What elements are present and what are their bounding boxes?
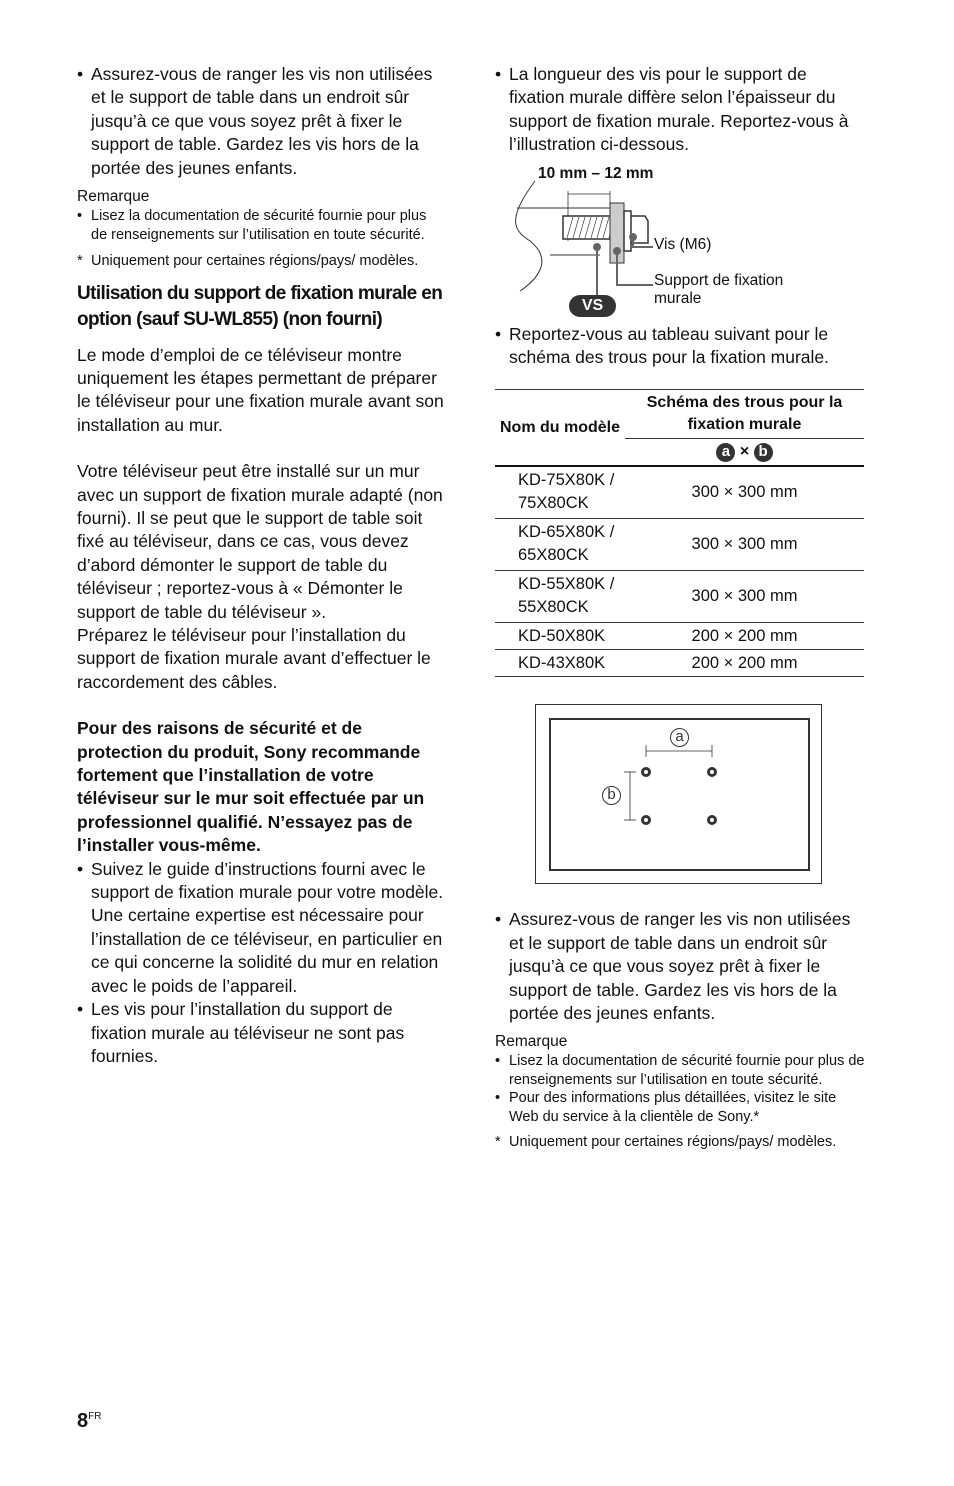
pattern-cell: 300 × 300 mm — [691, 587, 798, 606]
paragraph: Votre téléviseur peut être installé sur un mur avec un support de fixation murale adapté (non fourni). Il se peut que le support de table soit fixé au téléviseur, dans ce cas, vous devez d’abord démonter le support de table du téléviseur ; reportez-vous à « Démonter le support de table du téléviseur ». — [77, 461, 443, 622]
footnote: * Uniquement pour certaines régions/pays/ modèles. — [77, 252, 431, 271]
model-cell: KD-50X80K — [518, 627, 606, 646]
safety-warning: Pour des raisons de sécurité et de protection du produit, Sony recommande fortement que l’installation de votre téléviseur sur le mur soit effectuée par un professionnel qualifié. N’essayez pas de l’installer vous-même. — [77, 718, 425, 856]
page-number-value: 8 — [77, 1410, 89, 1432]
right-column — [495, 63, 865, 1152]
model-cell: KD-55X80K / 55X80CK — [518, 575, 615, 617]
pattern-cell: 200 × 200 mm — [691, 626, 798, 645]
hole-pattern-table — [495, 389, 865, 677]
paragraph: Le mode d’emploi de ce téléviseur montre uniquement les étapes permettant de préparer le téléviseur pour une fixation murale avant son installation au mur. — [77, 344, 444, 435]
pattern-cell: 200 × 200 mm — [691, 653, 798, 672]
page-number — [77, 1410, 101, 1433]
wall-pattern-diagram — [535, 704, 822, 884]
note-item: • Lisez la documentation de sécurité fournie pour plus de renseignements sur l’utilisation en toute sécurité. — [77, 207, 445, 244]
note-item: • Pour des informations plus détaillées, visitez le site Web du service à la clientèle de Sony.* — [495, 1089, 865, 1126]
note-item: • Lisez la documentation de sécurité fournie pour plus de renseignements sur l’utilisation en toute sécurité. — [495, 1052, 865, 1089]
bullet-item: • Reportez-vous au tableau suivant pour le schéma des trous pour la fixation murale. — [495, 323, 865, 370]
col-pattern: Schéma des trous pour la fixation murale — [625, 390, 864, 439]
note-title: Remarque — [495, 1033, 568, 1051]
section-heading: Utilisation du support de fixation murale en option (sauf SU-WL855) (non fourni) — [77, 282, 443, 330]
pattern-cell: 300 × 300 mm — [691, 535, 798, 554]
col-model: Nom du modèle — [499, 418, 620, 436]
language-code: FR — [88, 1411, 102, 1422]
label-b-icon: b — [602, 786, 621, 805]
label-a-icon: a — [670, 728, 689, 747]
times-sign: × — [739, 443, 750, 461]
table-row — [495, 623, 864, 650]
model-cell: KD-75X80K / 75X80CK — [518, 471, 615, 513]
table-row — [495, 466, 864, 519]
paragraph: Préparez le téléviseur pour l’installation du support de fixation murale avant d’effectuer le raccordement des câbles. — [77, 625, 431, 692]
bullet-item: • La longueur des vis pour le support de fixation murale diffère selon l’épaisseur du support de fixation murale. Reportez-vous à l’illustration ci-dessous. — [495, 63, 865, 157]
pattern-cell: 300 × 300 mm — [691, 483, 798, 502]
bracket-label: Support de fixation murale — [654, 271, 784, 307]
label-b-icon: b — [754, 443, 773, 462]
left-column — [77, 63, 445, 1068]
col-pattern-sub — [625, 439, 864, 467]
model-cell: KD-43X80K — [518, 654, 606, 673]
screw-label: Vis (M6) — [654, 235, 712, 253]
note-title: Remarque — [77, 188, 150, 206]
bullet-store-screws: • Assurez-vous de ranger les vis non utilisées et le support de table dans un endroit sûr jusqu’à ce que vous soyez prêt à fixer le support de table. Gardez les vis hors de la portée des jeunes enfants. — [77, 63, 445, 180]
screw-length-label: 10 mm – 12 mm — [538, 164, 654, 182]
table-row — [495, 519, 864, 571]
bullet-store-screws: • Assurez-vous de ranger les vis non utilisées et le support de table dans un endroit sûr jusqu’à ce que vous soyez prêt à fixer le support de table. Gardez les vis hors de la portée des jeunes enfants. — [495, 908, 865, 1025]
bullet-item: • Suivez le guide d’instructions fourni avec le support de fixation murale pour votre modèle. Une certaine expertise est nécessaire pour l’installation de ce téléviseur, en particulier en ce qui concerne la solidité du mur en relation avec le poids de l’appareil. — [77, 858, 445, 998]
bullet-item: • Les vis pour l’installation du support de fixation murale au téléviseur ne sont pas fournies. — [77, 998, 445, 1068]
label-a-icon: a — [716, 443, 735, 462]
table-row — [495, 650, 864, 677]
footnote: * Uniquement pour certaines régions/pays/ modèles. — [495, 1133, 849, 1152]
vs-badge: VS — [581, 296, 604, 314]
screw-diagram — [505, 161, 835, 321]
table-row — [495, 571, 864, 623]
model-cell: KD-65X80K / 65X80CK — [518, 523, 615, 565]
